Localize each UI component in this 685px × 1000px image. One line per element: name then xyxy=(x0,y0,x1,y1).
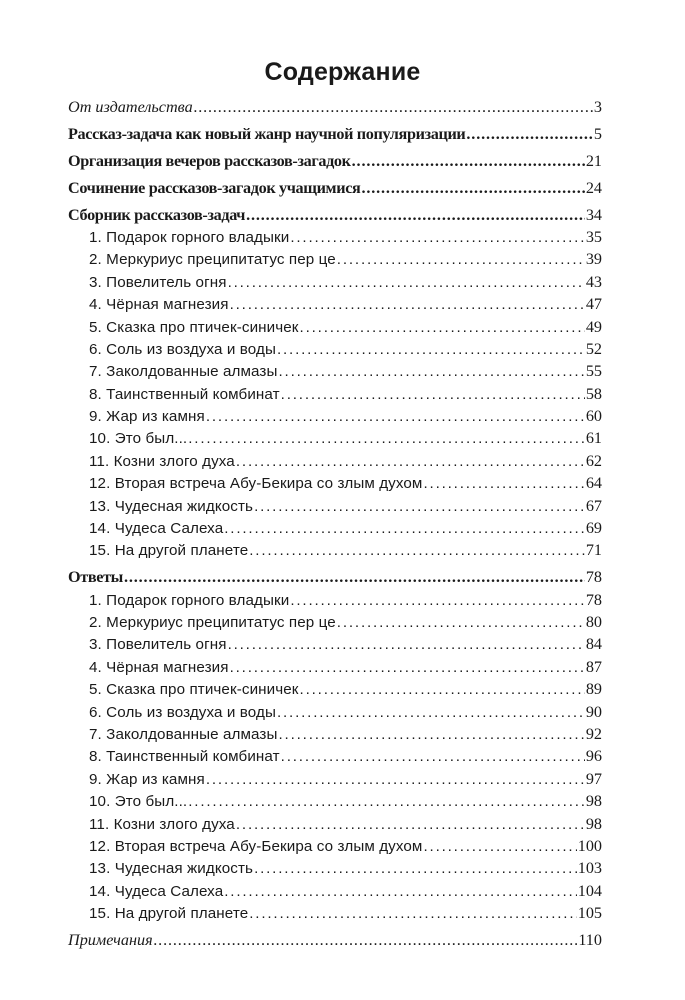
page-title: Содержание xyxy=(264,58,421,86)
dot-leader xyxy=(236,451,585,473)
toc-page-number: 92 xyxy=(585,725,602,744)
toc-entry[interactable] xyxy=(68,123,602,145)
dot-leader xyxy=(206,406,585,428)
toc-entry-title: 10. Это был... xyxy=(89,430,188,448)
dot-leader xyxy=(277,702,585,724)
toc-entry[interactable] xyxy=(68,177,602,199)
toc-page-number: 100 xyxy=(577,837,602,855)
toc-subentry[interactable] xyxy=(68,226,602,248)
toc-page-number: 24 xyxy=(585,178,602,197)
toc-entry-title: 6. Соль из воздуха и воды xyxy=(89,340,276,358)
toc-subentry[interactable] xyxy=(68,405,602,427)
dot-leader xyxy=(337,612,585,634)
toc-page-number: 90 xyxy=(585,702,602,721)
toc-subentry[interactable] xyxy=(68,472,602,494)
toc-page-number: 96 xyxy=(585,747,602,766)
toc-subentry[interactable] xyxy=(68,589,602,611)
dot-leader xyxy=(188,791,585,813)
toc-entry-title: От издательства xyxy=(68,98,193,116)
toc-entry-title: 11. Козни злого духа xyxy=(89,452,235,470)
dot-leader xyxy=(236,814,585,836)
toc-subentry[interactable] xyxy=(68,857,602,879)
dot-leader xyxy=(337,249,585,271)
toc-subentry[interactable] xyxy=(68,880,602,902)
toc-entry[interactable] xyxy=(68,96,602,118)
toc-entry-title: 1. Подарок горного владыки xyxy=(89,228,290,246)
toc-page-number: 5 xyxy=(593,124,602,143)
toc-page-number: 87 xyxy=(585,657,602,676)
dot-leader xyxy=(352,150,585,172)
toc-page-number: 103 xyxy=(577,859,602,878)
toc-page-number: 55 xyxy=(585,362,602,381)
dot-leader xyxy=(254,858,577,880)
dot-leader xyxy=(249,903,576,925)
toc-page-number: 78 xyxy=(585,590,602,609)
toc-subentry[interactable] xyxy=(68,745,602,767)
toc-entry-title: 14. Чудеса Салеха xyxy=(89,520,224,538)
toc-page-number: 64 xyxy=(585,474,602,493)
dot-leader xyxy=(281,384,585,406)
dot-leader xyxy=(423,836,576,858)
toc-page-number: 43 xyxy=(585,272,602,291)
toc-page-number: 62 xyxy=(585,451,602,470)
toc-page-number: 105 xyxy=(577,904,602,923)
toc-page-number: 47 xyxy=(585,295,602,314)
toc-page-number: 39 xyxy=(585,250,602,269)
toc-entry-title: 2. Меркуриус преципитатус пер це xyxy=(89,251,336,269)
toc-entry-title: Ответы xyxy=(68,568,123,587)
toc-page-number: 104 xyxy=(577,881,602,900)
dot-leader xyxy=(249,540,585,562)
toc-subentry[interactable] xyxy=(68,427,602,449)
dot-leader xyxy=(154,929,578,951)
toc-page-number: 67 xyxy=(585,496,602,515)
toc-page-number: 110 xyxy=(578,931,602,950)
dot-leader xyxy=(206,769,585,791)
toc-subentry[interactable] xyxy=(68,495,602,517)
toc-subentry[interactable] xyxy=(68,611,602,633)
toc-page-number: 58 xyxy=(585,384,602,403)
toc-subentry[interactable] xyxy=(68,450,602,472)
toc-entry-title: 5. Сказка про птичек-синичек xyxy=(89,681,299,699)
toc-page-number: 89 xyxy=(585,680,602,699)
toc-entry-title: 3. Повелитель огня xyxy=(89,273,227,291)
toc-entry-title: 2. Меркуриус преципитатус пер це xyxy=(89,614,336,632)
dot-leader xyxy=(230,294,585,316)
toc-page-number: 34 xyxy=(585,205,602,224)
dot-leader xyxy=(290,590,584,612)
toc-subentry[interactable] xyxy=(68,701,602,723)
dot-leader xyxy=(124,566,585,588)
toc-page-number: 84 xyxy=(585,635,602,654)
toc-entry-title: 1. Подарок горного владыки xyxy=(89,591,290,609)
toc-page-number: 69 xyxy=(585,519,602,538)
toc-subentry[interactable] xyxy=(68,248,602,270)
dot-leader xyxy=(279,724,585,746)
toc-entry-title: 13. Чудесная жидкость xyxy=(89,860,254,878)
toc-entry-title: 7. Заколдованные алмазы xyxy=(89,363,278,381)
toc-subentry[interactable] xyxy=(68,539,602,561)
toc-entry-title: 9. Жар из камня xyxy=(89,770,205,788)
dot-leader xyxy=(194,96,593,118)
toc-subentry[interactable] xyxy=(68,338,602,360)
toc-entry[interactable] xyxy=(68,150,602,172)
toc-entry-title: 15. На другой планете xyxy=(89,905,249,923)
toc-page-number: 61 xyxy=(585,429,602,448)
toc-entry-title: 6. Соль из воздуха и воды xyxy=(89,703,276,721)
toc-page-number: 98 xyxy=(585,792,602,811)
dot-leader xyxy=(361,177,584,199)
dot-leader xyxy=(277,339,585,361)
toc-entry[interactable] xyxy=(68,204,602,226)
dot-leader xyxy=(281,746,585,768)
toc-page-number: 98 xyxy=(585,814,602,833)
toc-subentry[interactable] xyxy=(68,633,602,655)
toc-entry-title: 12. Вторая встреча Абу-Бекира со злым духом xyxy=(89,475,423,493)
dot-leader xyxy=(230,657,585,679)
toc-subentry[interactable] xyxy=(68,723,602,745)
toc-subentry[interactable] xyxy=(68,813,602,835)
toc-page-number: 49 xyxy=(585,317,602,336)
dot-leader xyxy=(228,272,585,294)
toc-entry-title: Рассказ-задача как новый жанр научной популяризации xyxy=(68,124,466,143)
toc-page-number: 80 xyxy=(585,613,602,632)
toc-subentry[interactable] xyxy=(68,383,602,405)
toc-entry-title: 8. Таинственный комбинат xyxy=(89,385,280,403)
toc-entry-title: 13. Чудесная жидкость xyxy=(89,497,254,515)
dot-leader xyxy=(300,317,585,339)
dot-leader xyxy=(300,679,585,701)
toc-entry-title: Примечания xyxy=(68,931,153,950)
toc-subentry[interactable] xyxy=(68,360,602,382)
toc-page-number: 78 xyxy=(585,568,602,587)
dot-leader xyxy=(224,881,576,903)
toc-entry-title: 9. Жар из камня xyxy=(89,408,205,426)
toc-subentry[interactable] xyxy=(68,768,602,790)
toc-entry-title: 14. Чудеса Салеха xyxy=(89,882,224,900)
toc-entry-title: 3. Повелитель огня xyxy=(89,636,227,654)
toc-entry-title: 11. Козни злого духа xyxy=(89,815,235,833)
toc-page-number: 52 xyxy=(585,339,602,358)
toc-entry-title: 10. Это был... xyxy=(89,793,188,811)
table-of-contents xyxy=(68,96,602,951)
toc-subentry[interactable] xyxy=(68,790,602,812)
dot-leader xyxy=(423,473,584,495)
toc-subentry[interactable] xyxy=(68,293,602,315)
toc-entry-title: Организация вечеров рассказов-загадок xyxy=(68,151,351,170)
toc-entry-title: 15. На другой планете xyxy=(89,542,249,560)
toc-entry-title: 8. Таинственный комбинат xyxy=(89,748,280,766)
toc-page-number: 3 xyxy=(593,98,602,116)
dot-leader xyxy=(290,227,584,249)
dot-leader xyxy=(246,204,585,226)
toc-subentry[interactable] xyxy=(68,517,602,539)
toc-page-number: 71 xyxy=(585,541,602,560)
dot-leader xyxy=(228,634,585,656)
toc-entry-title: 4. Чёрная магнезия xyxy=(89,658,229,676)
toc-subentry[interactable] xyxy=(68,316,602,338)
toc-subentry[interactable] xyxy=(68,902,602,924)
toc-page-number: 60 xyxy=(585,407,602,426)
toc-subentry[interactable] xyxy=(68,656,602,678)
toc-entry[interactable] xyxy=(68,929,602,951)
dot-leader xyxy=(254,496,585,518)
dot-leader xyxy=(224,518,585,540)
dot-leader xyxy=(466,123,593,145)
toc-page-number: 21 xyxy=(585,151,602,170)
toc-entry-title: Сочинение рассказов-загадок учащимися xyxy=(68,178,361,197)
toc-entry-title: 7. Заколдованные алмазы xyxy=(89,726,278,744)
toc-subentry[interactable] xyxy=(68,271,602,293)
toc-entry-title: 4. Чёрная магнезия xyxy=(89,296,229,314)
toc-entry-title: 5. Сказка про птичек-синичек xyxy=(89,318,299,336)
toc-subentry[interactable] xyxy=(68,835,602,857)
toc-entry-title: 12. Вторая встреча Абу-Бекира со злым духом xyxy=(89,838,423,855)
toc-page-number: 97 xyxy=(585,769,602,788)
toc-entry[interactable] xyxy=(68,566,602,588)
dot-leader xyxy=(279,361,585,383)
toc-page-number: 35 xyxy=(585,227,602,246)
dot-leader xyxy=(188,428,585,450)
toc-entry-title: Сборник рассказов-задач xyxy=(68,205,246,224)
toc-subentry[interactable] xyxy=(68,678,602,700)
